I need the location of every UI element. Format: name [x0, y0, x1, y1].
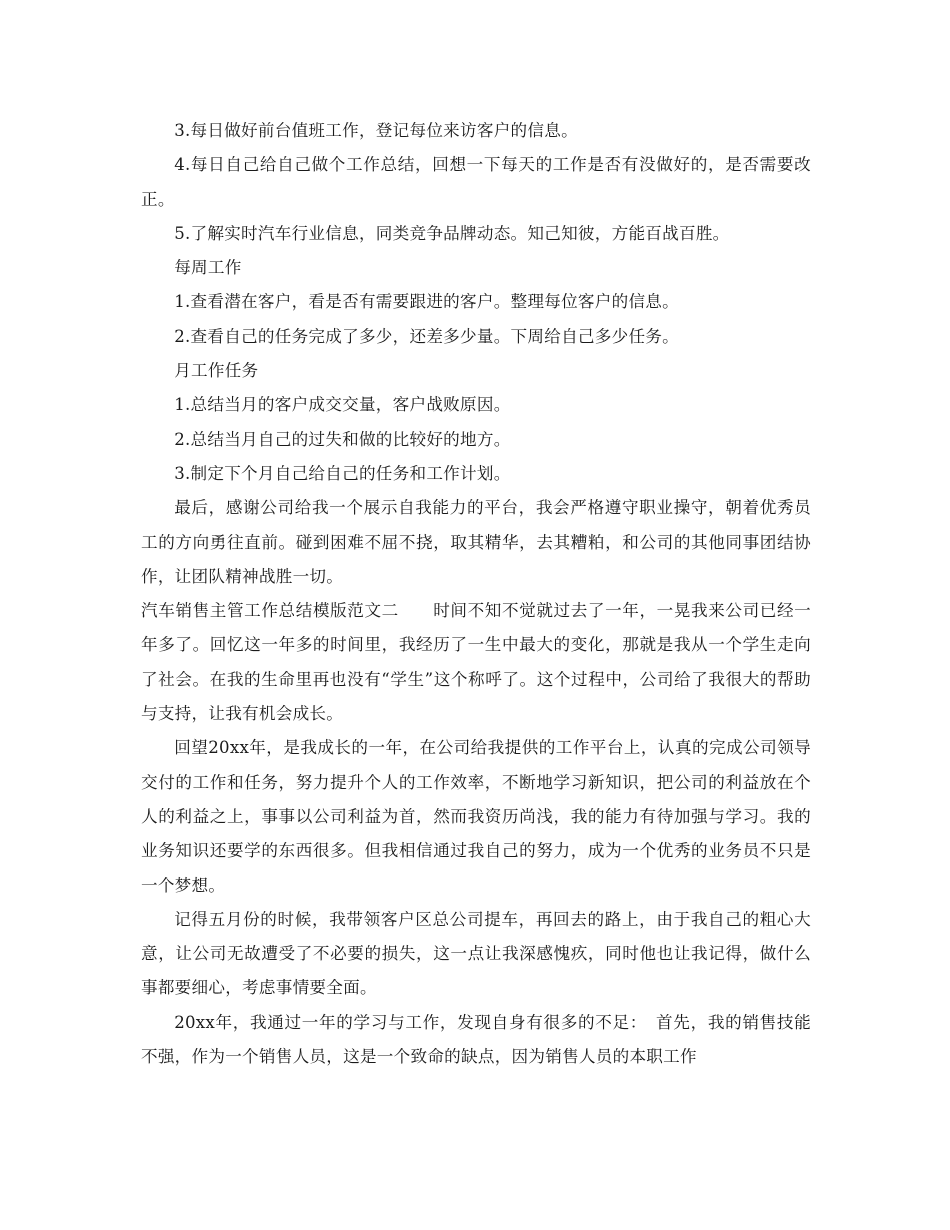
paragraph: 20xx年，我通过一年的学习与工作，发现自身有很多的不足： 首先，我的销售技能不强，作为一个销售人员，这是一个致命的缺点，因为销售人员的本职工作	[141, 1012, 811, 1067]
paragraph: 3.每日做好前台值班工作，登记每位来访客户的信息。	[174, 121, 578, 140]
document-body	[141, 114, 811, 1074]
paragraph: 最后，感谢公司给我一个展示自我能力的平台，我会严格遵守职业操守，朝着优秀员工的方向勇往直前。碰到困难不屈不挠，取其精华，去其糟粕，和公司的其他同事团结协作，让团队精神战胜一切。	[141, 498, 811, 586]
paragraph: 2.查看自己的任务完成了多少，还差多少量。下周给自己多少任务。	[174, 326, 679, 346]
paragraph: 1.查看潜在客户，看是否有需要跟进的客户。整理每位客户的信息。	[174, 292, 679, 312]
paragraph: 5.了解实时汽车行业信息，同类竞争品牌动态。知己知彼，方能百战百胜。	[174, 223, 730, 243]
paragraph: 4.每日自己给自己做个工作总结，回想一下每天的工作是否有没做好的，是否需要改正。	[141, 155, 811, 209]
section-heading-monthly: 月工作任务	[174, 361, 259, 381]
paragraph: 回望20xx年，是我成长的一年，在公司给我提供的工作平台上，认真的完成公司领导交付的工作和任务，努力提升个人的工作效率，不断地学习新知识，把公司的利益放在个人的利益之上，事事以公司利益为首，然而我资历尚浅，我的能力有待加强与学习。我的业务知识还要学的东西很多。但我相信通过我自己的努力，成为一个优秀的业务员不只是一个梦想。	[141, 738, 811, 895]
article-title-paragraph: 汽车销售主管工作总结模版范文二 时间不知不觉就过去了一年，一晃我来公司已经一年多了。回忆这一年多的时间里，我经历了一生中最大的变化，那就是我从一个学生走向了社会。在我的生命里再也没有“学生”这个称呼了。这个过程中，公司给了我很大的帮助与支持，让我有机会成长。	[141, 601, 811, 724]
paragraph: 1.总结当月的客户成交交量，客户战败原因。	[174, 395, 511, 415]
paragraph: 3.制定下个月自己给自己的任务和工作计划。	[174, 463, 511, 483]
paragraph: 2.总结当月自己的过失和做的比较好的地方。	[174, 429, 511, 449]
paragraph: 记得五月份的时候，我带领客户区总公司提车，再回去的路上，由于我自己的粗心大意，让公司无故遭受了不必要的损失，这一点让我深感愧疚，同时他也让我记得，做什么事都要细心，考虑事情要全面。	[141, 909, 811, 998]
section-heading-weekly: 每周工作	[174, 258, 242, 278]
